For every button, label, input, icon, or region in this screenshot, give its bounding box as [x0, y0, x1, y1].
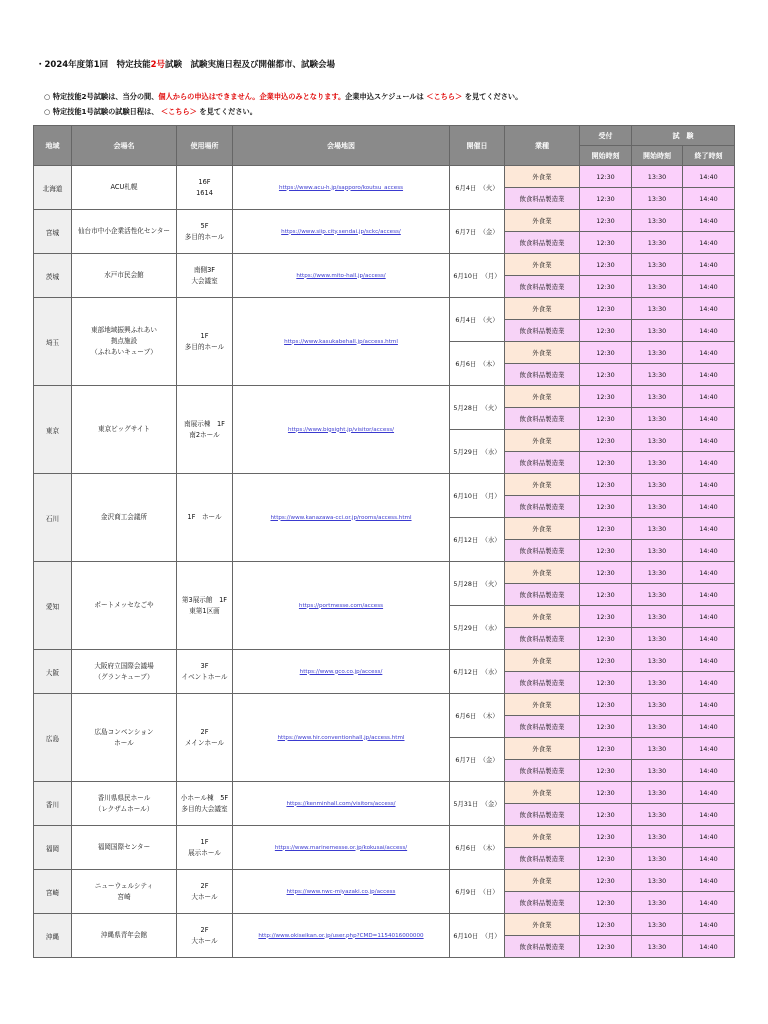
time-start-cell: 13:30: [632, 210, 683, 232]
time-end-cell: 14:40: [683, 518, 735, 540]
time-end-cell: 14:40: [683, 628, 735, 650]
time-start-cell: 13:30: [632, 518, 683, 540]
time-start-cell: 13:30: [632, 936, 683, 958]
region-cell: 石川: [34, 474, 72, 562]
category-cell: 外食業: [505, 694, 580, 716]
category-cell: 外食業: [505, 738, 580, 760]
header-region: 地域: [34, 126, 72, 166]
time-end-cell: 14:40: [683, 826, 735, 848]
category-cell: 飲食料品製造業: [505, 760, 580, 782]
category-cell: 外食業: [505, 386, 580, 408]
time-start-cell: 13:30: [632, 386, 683, 408]
category-cell: 外食業: [505, 342, 580, 364]
time-end-cell: 14:40: [683, 650, 735, 672]
map-link[interactable]: http://www.okiseikan.or.jp/user.php?CMD=1154016000000: [233, 914, 450, 958]
time-end-cell: 14:40: [683, 738, 735, 760]
time-start-cell: 13:30: [632, 430, 683, 452]
time-end-cell: 14:40: [683, 210, 735, 232]
venue-cell: ニューウェルシティ 宮崎: [72, 870, 177, 914]
time-end-cell: 14:40: [683, 452, 735, 474]
time-end-cell: 14:40: [683, 254, 735, 276]
header-exam-end: 終了時刻: [683, 146, 735, 166]
table-row: [34, 166, 735, 188]
time-reception-cell: 12:30: [580, 606, 632, 628]
venue-cell: 福岡国際センター: [72, 826, 177, 870]
category-cell: 飲食料品製造業: [505, 276, 580, 298]
time-reception-cell: 12:30: [580, 210, 632, 232]
category-cell: 飲食料品製造業: [505, 892, 580, 914]
map-link[interactable]: https://kenminhall.com/visitors/access/: [233, 782, 450, 826]
header-venue: 会場名: [72, 126, 177, 166]
place-cell: 1F 展示ホール: [177, 826, 233, 870]
category-cell: 外食業: [505, 254, 580, 276]
date-cell: 6月10日 （月）: [450, 474, 505, 518]
time-end-cell: 14:40: [683, 408, 735, 430]
date-cell: 6月4日 （火）: [450, 166, 505, 210]
region-cell: 埼玉: [34, 298, 72, 386]
table-row: [34, 782, 735, 804]
time-start-cell: 13:30: [632, 452, 683, 474]
time-reception-cell: 12:30: [580, 496, 632, 518]
date-cell: 6月9日 （日）: [450, 870, 505, 914]
date-cell: 6月12日 （水）: [450, 518, 505, 562]
place-cell: 1F ホール: [177, 474, 233, 562]
time-start-cell: 13:30: [632, 562, 683, 584]
time-reception-cell: 12:30: [580, 738, 632, 760]
time-end-cell: 14:40: [683, 804, 735, 826]
time-end-cell: 14:40: [683, 936, 735, 958]
header-reception: 受付: [580, 126, 632, 146]
place-cell: 第3展示館 1F 東第1区画: [177, 562, 233, 650]
region-cell: 宮城: [34, 210, 72, 254]
category-cell: 飲食料品製造業: [505, 496, 580, 518]
time-reception-cell: 12:30: [580, 870, 632, 892]
category-cell: 飲食料品製造業: [505, 320, 580, 342]
category-cell: 飲食料品製造業: [505, 804, 580, 826]
time-end-cell: 14:40: [683, 430, 735, 452]
place-cell: 南側3F 大会議室: [177, 254, 233, 298]
table-row: [34, 650, 735, 672]
schedule-body: [34, 166, 735, 958]
time-end-cell: 14:40: [683, 540, 735, 562]
page-title: ・2024年度第1回 特定技能2号試験 試験実施日程及び開催都市、試験会場: [36, 60, 336, 70]
date-cell: 5月29日 （水）: [450, 430, 505, 474]
category-cell: 飲食料品製造業: [505, 188, 580, 210]
time-reception-cell: 12:30: [580, 562, 632, 584]
venue-cell: ACU札幌: [72, 166, 177, 210]
date-cell: 6月12日 （水）: [450, 650, 505, 694]
time-reception-cell: 12:30: [580, 364, 632, 386]
time-start-cell: 13:30: [632, 826, 683, 848]
time-reception-cell: 12:30: [580, 672, 632, 694]
table-row: [34, 386, 735, 408]
time-start-cell: 13:30: [632, 914, 683, 936]
table-row: [34, 474, 735, 496]
place-cell: 2F メインホール: [177, 694, 233, 782]
category-cell: 外食業: [505, 606, 580, 628]
venue-cell: 香川県県民ホール （レクザムホール）: [72, 782, 177, 826]
place-cell: 2F 大ホール: [177, 870, 233, 914]
time-start-cell: 13:30: [632, 496, 683, 518]
category-cell: 外食業: [505, 474, 580, 496]
table-row: [34, 914, 735, 936]
time-end-cell: 14:40: [683, 562, 735, 584]
time-end-cell: 14:40: [683, 320, 735, 342]
time-end-cell: 14:40: [683, 342, 735, 364]
time-end-cell: 14:40: [683, 716, 735, 738]
time-reception-cell: 12:30: [580, 782, 632, 804]
time-reception-cell: 12:30: [580, 694, 632, 716]
note-level2: ○ 特定技能2号試験は、当分の間、個人からの申込はできません。企業申込のみとなります。企業申込スケジュールは ＜こちら＞ を見てください。: [44, 92, 523, 101]
header-exam-start: 開始時刻: [632, 146, 683, 166]
time-end-cell: 14:40: [683, 496, 735, 518]
time-start-cell: 13:30: [632, 892, 683, 914]
map-link[interactable]: https://www.marinemesse.or.jp/kokusai/access/: [233, 826, 450, 870]
time-end-cell: 14:40: [683, 386, 735, 408]
time-end-cell: 14:40: [683, 188, 735, 210]
category-cell: 飲食料品製造業: [505, 936, 580, 958]
category-cell: 外食業: [505, 210, 580, 232]
date-cell: 6月10日 （月）: [450, 914, 505, 958]
time-end-cell: 14:40: [683, 914, 735, 936]
category-cell: 外食業: [505, 562, 580, 584]
region-cell: 茨城: [34, 254, 72, 298]
time-reception-cell: 12:30: [580, 430, 632, 452]
time-reception-cell: 12:30: [580, 584, 632, 606]
time-start-cell: 13:30: [632, 606, 683, 628]
place-cell: 2F 大ホール: [177, 914, 233, 958]
time-start-cell: 13:30: [632, 254, 683, 276]
time-reception-cell: 12:30: [580, 716, 632, 738]
time-reception-cell: 12:30: [580, 408, 632, 430]
venue-cell: 沖縄県青年会館: [72, 914, 177, 958]
date-cell: 5月28日 （火）: [450, 562, 505, 606]
region-cell: 大阪: [34, 650, 72, 694]
time-end-cell: 14:40: [683, 760, 735, 782]
venue-cell: 東京ビッグサイト: [72, 386, 177, 474]
time-end-cell: 14:40: [683, 474, 735, 496]
time-start-cell: 13:30: [632, 298, 683, 320]
time-start-cell: 13:30: [632, 782, 683, 804]
time-reception-cell: 12:30: [580, 232, 632, 254]
map-link[interactable]: https://www.nwc-miyazaki.co.jp/access: [233, 870, 450, 914]
category-cell: 外食業: [505, 914, 580, 936]
region-cell: 福岡: [34, 826, 72, 870]
region-cell: 宮崎: [34, 870, 72, 914]
time-end-cell: 14:40: [683, 848, 735, 870]
map-link[interactable]: https://www.acu-h.jp/sapporo/koutsu_access: [233, 166, 450, 210]
category-cell: 飲食料品製造業: [505, 628, 580, 650]
header-reception-start: 開始時刻: [580, 146, 632, 166]
time-reception-cell: 12:30: [580, 386, 632, 408]
time-end-cell: 14:40: [683, 606, 735, 628]
time-reception-cell: 12:30: [580, 936, 632, 958]
time-reception-cell: 12:30: [580, 826, 632, 848]
map-link[interactable]: https://portmesse.com/access: [233, 562, 450, 650]
table-row: [34, 562, 735, 584]
venue-cell: 仙台市中小企業活性化センター: [72, 210, 177, 254]
category-cell: 外食業: [505, 166, 580, 188]
time-start-cell: 13:30: [632, 276, 683, 298]
map-link[interactable]: https://www.siip.city.sendai.jp/sckc/access/: [233, 210, 450, 254]
time-reception-cell: 12:30: [580, 474, 632, 496]
table-row: [34, 210, 735, 232]
time-end-cell: 14:40: [683, 672, 735, 694]
map-link[interactable]: https://www.kasukabehall.jp/access.html: [233, 298, 450, 386]
place-cell: 16F 1614: [177, 166, 233, 210]
date-cell: 5月28日 （火）: [450, 386, 505, 430]
time-reception-cell: 12:30: [580, 804, 632, 826]
time-reception-cell: 12:30: [580, 188, 632, 210]
level2-schedule-link[interactable]: ＜こちら＞: [426, 92, 463, 101]
category-cell: 飲食料品製造業: [505, 584, 580, 606]
date-cell: 6月4日 （火）: [450, 298, 505, 342]
time-reception-cell: 12:30: [580, 892, 632, 914]
category-cell: 外食業: [505, 430, 580, 452]
time-end-cell: 14:40: [683, 870, 735, 892]
schedule-table: [33, 125, 735, 958]
category-cell: 外食業: [505, 650, 580, 672]
time-start-cell: 13:30: [632, 650, 683, 672]
time-start-cell: 13:30: [632, 804, 683, 826]
time-reception-cell: 12:30: [580, 540, 632, 562]
table-row: [34, 694, 735, 716]
time-reception-cell: 12:30: [580, 166, 632, 188]
date-cell: 6月7日 （金）: [450, 210, 505, 254]
time-start-cell: 13:30: [632, 342, 683, 364]
category-cell: 飲食料品製造業: [505, 408, 580, 430]
category-cell: 外食業: [505, 782, 580, 804]
venue-cell: 広島コンベンション ホール: [72, 694, 177, 782]
time-start-cell: 13:30: [632, 628, 683, 650]
map-link[interactable]: https://www.bigsight.jp/visitor/access/: [233, 386, 450, 474]
time-start-cell: 13:30: [632, 188, 683, 210]
category-cell: 外食業: [505, 298, 580, 320]
level1-schedule-link[interactable]: ＜こちら＞: [160, 107, 197, 116]
category-cell: 飲食料品製造業: [505, 540, 580, 562]
time-reception-cell: 12:30: [580, 518, 632, 540]
place-cell: 5F 多目的ホール: [177, 210, 233, 254]
time-end-cell: 14:40: [683, 166, 735, 188]
time-reception-cell: 12:30: [580, 298, 632, 320]
time-reception-cell: 12:30: [580, 848, 632, 870]
date-cell: 6月10日 （月）: [450, 254, 505, 298]
table-row: [34, 298, 735, 320]
time-reception-cell: 12:30: [580, 628, 632, 650]
time-start-cell: 13:30: [632, 760, 683, 782]
time-start-cell: 13:30: [632, 474, 683, 496]
time-reception-cell: 12:30: [580, 320, 632, 342]
region-cell: 広島: [34, 694, 72, 782]
date-cell: 5月31日 （金）: [450, 782, 505, 826]
time-start-cell: 13:30: [632, 584, 683, 606]
table-row: [34, 870, 735, 892]
time-end-cell: 14:40: [683, 892, 735, 914]
time-start-cell: 13:30: [632, 672, 683, 694]
time-start-cell: 13:30: [632, 870, 683, 892]
time-start-cell: 13:30: [632, 738, 683, 760]
time-reception-cell: 12:30: [580, 276, 632, 298]
time-start-cell: 13:30: [632, 320, 683, 342]
time-start-cell: 13:30: [632, 408, 683, 430]
map-link[interactable]: https://www.hir.conventionhall.jp/access.html: [233, 694, 450, 782]
date-cell: 6月6日 （木）: [450, 694, 505, 738]
region-cell: 愛知: [34, 562, 72, 650]
time-end-cell: 14:40: [683, 298, 735, 320]
date-cell: 5月29日 （水）: [450, 606, 505, 650]
category-cell: 飲食料品製造業: [505, 452, 580, 474]
date-cell: 6月7日 （金）: [450, 738, 505, 782]
time-end-cell: 14:40: [683, 782, 735, 804]
category-cell: 飲食料品製造業: [505, 716, 580, 738]
time-reception-cell: 12:30: [580, 760, 632, 782]
time-start-cell: 13:30: [632, 540, 683, 562]
category-cell: 飲食料品製造業: [505, 364, 580, 386]
time-end-cell: 14:40: [683, 364, 735, 386]
place-cell: 南展示棟 1F 南2ホール: [177, 386, 233, 474]
header-map: 会場地図: [233, 126, 450, 166]
time-end-cell: 14:40: [683, 232, 735, 254]
map-link[interactable]: https://www.gco.co.jp/access/: [233, 650, 450, 694]
date-cell: 6月6日 （木）: [450, 342, 505, 386]
header-category: 業種: [505, 126, 580, 166]
header-exam: 試 験: [632, 126, 735, 146]
time-start-cell: 13:30: [632, 232, 683, 254]
time-reception-cell: 12:30: [580, 254, 632, 276]
note-level1: ○ 特定技能1号試験の試験日程は、 ＜こちら＞ を見てください。: [44, 107, 257, 116]
category-cell: 外食業: [505, 870, 580, 892]
time-start-cell: 13:30: [632, 166, 683, 188]
place-cell: 1F 多目的ホール: [177, 298, 233, 386]
time-start-cell: 13:30: [632, 716, 683, 738]
map-link[interactable]: https://www.mito-hall.jp/access/: [233, 254, 450, 298]
map-link[interactable]: https://www.kanazawa-cci.or.jp/rooms/access.html: [233, 474, 450, 562]
table-row: [34, 826, 735, 848]
venue-cell: ポートメッセなごや: [72, 562, 177, 650]
header-date: 開催日: [450, 126, 505, 166]
time-end-cell: 14:40: [683, 584, 735, 606]
category-cell: 飲食料品製造業: [505, 848, 580, 870]
region-cell: 香川: [34, 782, 72, 826]
category-cell: 外食業: [505, 518, 580, 540]
time-reception-cell: 12:30: [580, 342, 632, 364]
time-start-cell: 13:30: [632, 364, 683, 386]
header-place: 使用場所: [177, 126, 233, 166]
time-reception-cell: 12:30: [580, 452, 632, 474]
date-cell: 6月6日 （木）: [450, 826, 505, 870]
category-cell: 飲食料品製造業: [505, 232, 580, 254]
venue-cell: 金沢商工会議所: [72, 474, 177, 562]
time-end-cell: 14:40: [683, 694, 735, 716]
place-cell: 小ホール棟 5F 多目的大会議室: [177, 782, 233, 826]
time-start-cell: 13:30: [632, 694, 683, 716]
venue-cell: 大阪府立国際会議場 （グランキューブ）: [72, 650, 177, 694]
time-start-cell: 13:30: [632, 848, 683, 870]
category-cell: 外食業: [505, 826, 580, 848]
table-row: [34, 254, 735, 276]
region-cell: 東京: [34, 386, 72, 474]
region-cell: 沖縄: [34, 914, 72, 958]
time-reception-cell: 12:30: [580, 650, 632, 672]
category-cell: 飲食料品製造業: [505, 672, 580, 694]
place-cell: 3F イベントホール: [177, 650, 233, 694]
venue-cell: 水戸市民会館: [72, 254, 177, 298]
venue-cell: 東部地域振興ふれあい 拠点施設 （ふれあいキューブ）: [72, 298, 177, 386]
time-end-cell: 14:40: [683, 276, 735, 298]
time-reception-cell: 12:30: [580, 914, 632, 936]
region-cell: 北海道: [34, 166, 72, 210]
